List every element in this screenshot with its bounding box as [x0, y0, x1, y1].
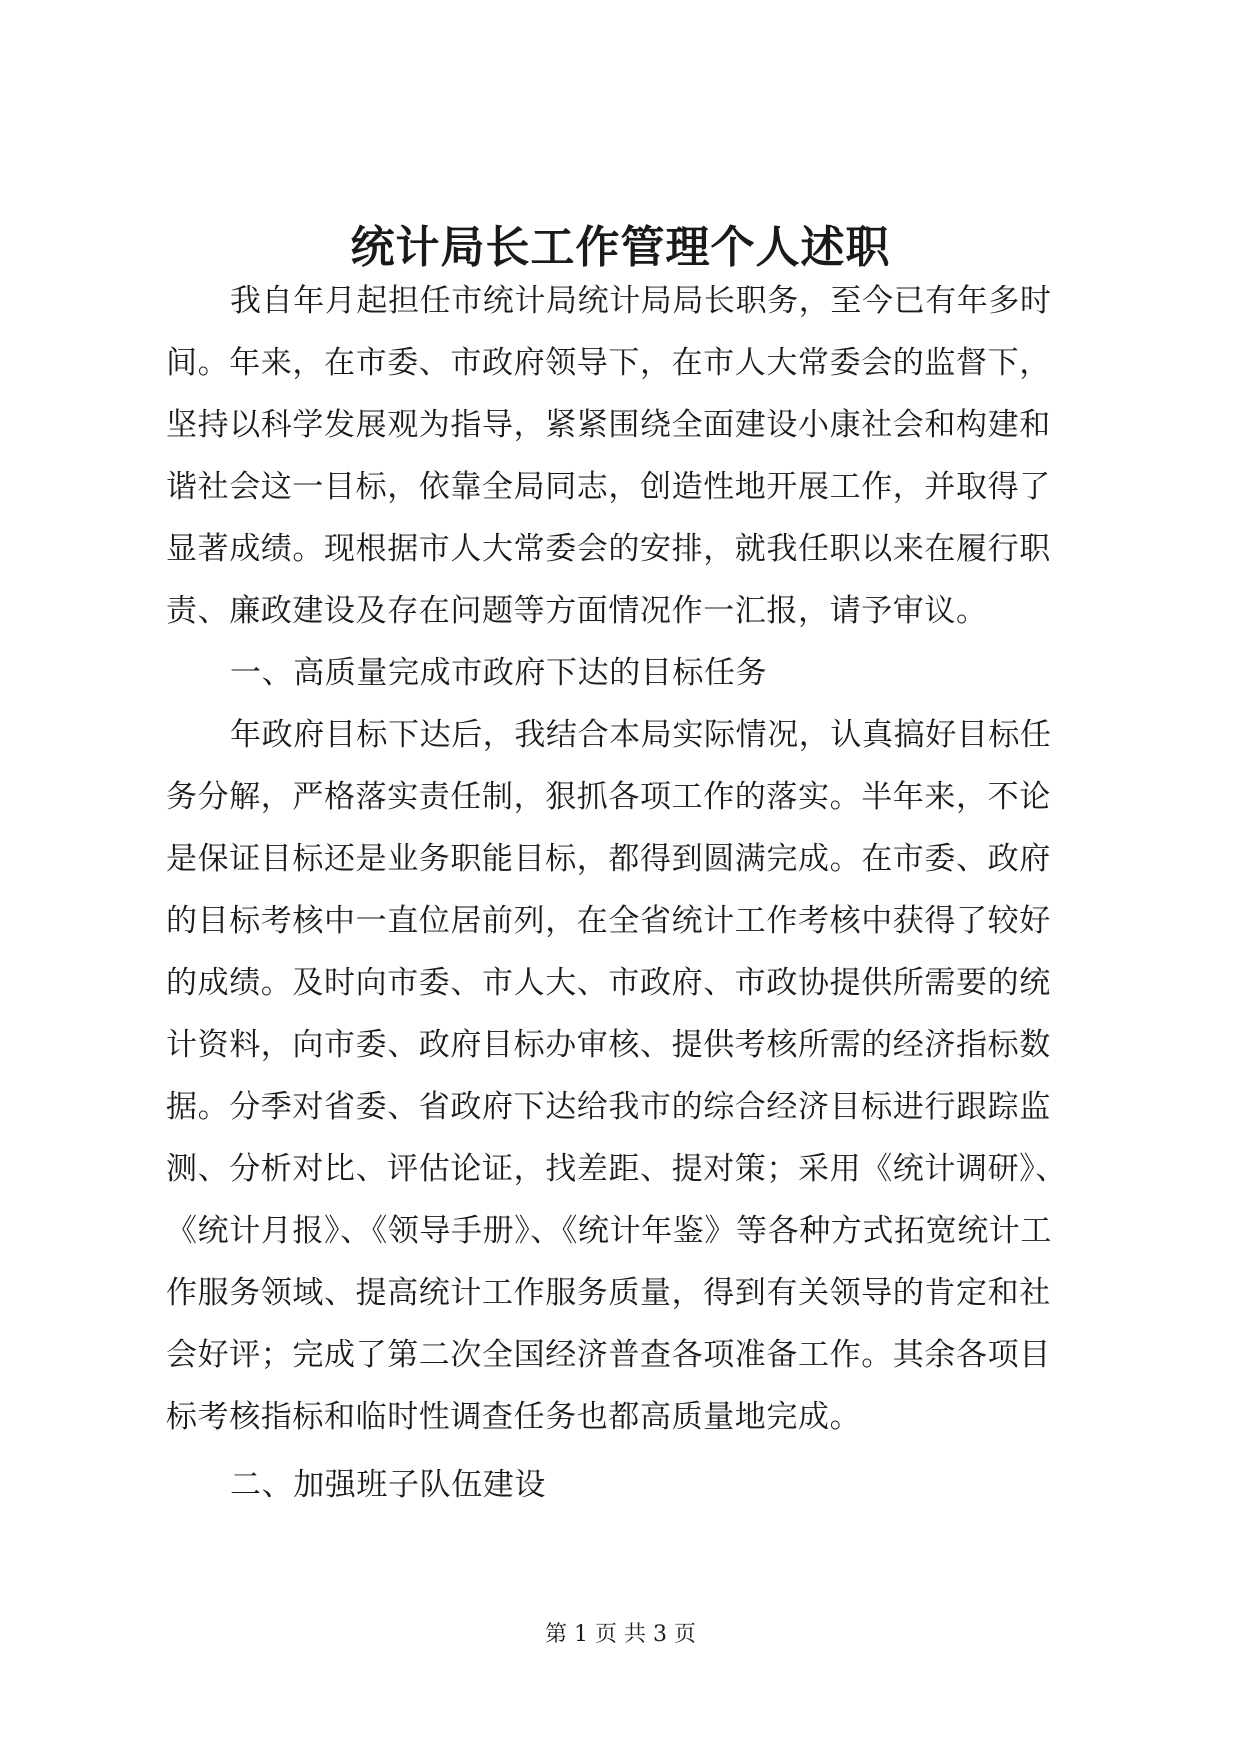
- paragraph-line: 年政府目标下达后，我结合本局实际情况，认真搞好目标任: [230, 717, 1052, 753]
- paragraph-line: 显著成绩。现根据市人大常委会的安排，就我任职以来在履行职: [166, 531, 1051, 567]
- paragraph-line: 我自年月起担任市统计局统计局局长职务，至今已有年多时: [230, 283, 1052, 319]
- paragraph-line: 责、廉政建设及存在问题等方面情况作一汇报，请予审议。: [166, 593, 988, 629]
- section-heading: 一、高质量完成市政府下达的目标任务: [230, 655, 768, 691]
- section-heading: 二、加强班子队伍建设: [230, 1467, 546, 1503]
- paragraph-line: 是保证目标还是业务职能目标，都得到圆满完成。在市委、政府: [166, 841, 1051, 877]
- paragraph-line: 谐社会这一目标，依靠全局同志，创造性地开展工作，并取得了: [166, 469, 1051, 505]
- paragraph-line: 计资料，向市委、政府目标办审核、提供考核所需的经济指标数: [166, 1027, 1051, 1063]
- paragraph-line: 的目标考核中一直位居前列，在全省统计工作考核中获得了较好: [166, 903, 1051, 939]
- paragraph-line: 务分解，严格落实责任制，狠抓各项工作的落实。半年来，不论: [166, 779, 1051, 815]
- paragraph-line: 标考核指标和临时性调查任务也都高质量地完成。: [166, 1399, 862, 1435]
- paragraph-line: 据。分季对省委、省政府下达给我市的综合经济目标进行跟踪监: [166, 1089, 1051, 1125]
- paragraph-line: 《统计月报》、《领导手册》、《统计年鉴》等各种方式拓宽统计工: [166, 1213, 1052, 1249]
- page-footer: 第 1 页 共 3 页: [545, 1622, 696, 1647]
- paragraph-line: 会好评；完成了第二次全国经济普查各项准备工作。其余各项目: [166, 1337, 1051, 1373]
- document-title: 统计局长工作管理个人述职: [350, 222, 891, 273]
- document-body: [166, 270, 1076, 1516]
- paragraph-line: 测、分析对比、评估论证，找差距、提对策；采用《统计调研》、: [166, 1151, 1067, 1187]
- paragraph-line: 坚持以科学发展观为指导，紧紧围绕全面建设小康社会和构建和: [166, 407, 1051, 443]
- paragraph-line: 作服务领域、提高统计工作服务质量，得到有关领导的肯定和社: [166, 1275, 1051, 1311]
- paragraph-line: 的成绩。及时向市委、市人大、市政府、市政协提供所需要的统: [166, 965, 1051, 1001]
- paragraph-line: 间。年来，在市委、市政府领导下，在市人大常委会的监督下，: [166, 345, 1051, 381]
